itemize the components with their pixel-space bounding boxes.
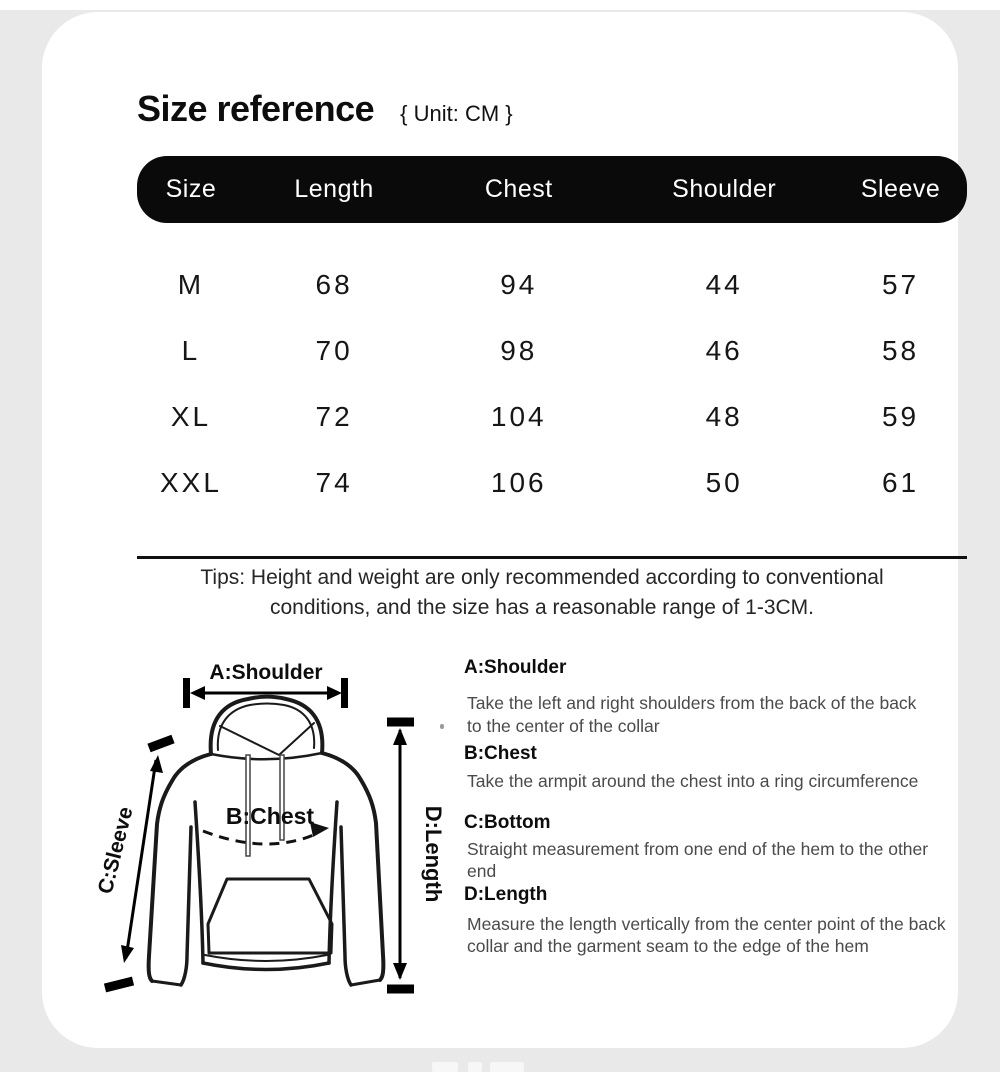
shoulder-value: 50 [705, 467, 743, 498]
shoulder-arrowhead-right-icon [327, 686, 342, 700]
sleeve-arrowhead-top-icon [150, 755, 163, 773]
sleeve-value: 58 [881, 335, 920, 366]
sleeve-end-bar-top [149, 739, 173, 748]
hem-inner-line [205, 955, 327, 961]
length-arrowhead-bottom-icon [393, 963, 407, 980]
column-header-size: Size [165, 175, 217, 203]
title-row [137, 88, 513, 130]
guide-heading-chest: B:Chest [464, 743, 537, 764]
hood-inner-line [218, 704, 314, 751]
sleeve-value: 61 [881, 467, 920, 498]
length-value: 74 [315, 467, 353, 498]
shoulder-end-bar-left [183, 678, 190, 708]
guide-text-length: Measure the length vertically from the center point of the back collar and the garment seam to the edge of the hem [467, 913, 946, 956]
size-label: XL [170, 401, 212, 432]
guide-heading-bottom: C:Bottom [464, 811, 551, 833]
length-value: 70 [315, 335, 353, 366]
page-title: Size reference [137, 88, 375, 129]
length-value: 68 [315, 269, 353, 300]
size-label: XXL [159, 467, 222, 498]
diagram-label-length: D:Length [421, 805, 446, 903]
size-reference-card [42, 12, 958, 1048]
chest-value: 104 [490, 401, 547, 432]
table-row [137, 318, 967, 384]
cutoff-text-fragment [432, 1062, 458, 1072]
diagram-label-sleeve: C:Sleeve [93, 804, 138, 897]
table-row [137, 252, 967, 318]
collar-v-line [220, 723, 314, 755]
table-row [137, 384, 967, 450]
left-sleeve-inner [181, 827, 191, 985]
collar-bottom-line [211, 753, 322, 759]
cutoff-text-fragment [468, 1062, 482, 1072]
chest-value: 106 [490, 467, 547, 498]
sleeve-arrowhead-bottom-icon [121, 945, 134, 963]
guide-text-chest: Take the armpit around the chest into a ring circumference [467, 771, 919, 791]
shoulder-arrowhead-left-icon [190, 686, 205, 700]
guide-text-bottom: Straight measurement from one end of the hem to the other end [467, 838, 929, 881]
sleeve-value: 59 [881, 401, 920, 432]
size-label: L [181, 335, 201, 366]
hem-outer-line [203, 963, 329, 970]
table-header-bar [137, 156, 967, 223]
tips-line-1: Tips: Height and weight are only recommended according to conventional [200, 566, 884, 589]
tips-text [102, 563, 982, 623]
diagram-label-chest: B:Chest [225, 803, 315, 829]
column-header-sleeve: Sleeve [860, 175, 941, 203]
size-label: M [177, 269, 205, 300]
length-value: 72 [315, 401, 353, 432]
top-white-strip [0, 0, 1000, 10]
right-cuff [351, 980, 380, 985]
left-cuff [152, 981, 181, 985]
chest-value: 98 [500, 335, 538, 366]
guide-heading-length: D:Length [464, 883, 548, 905]
shoulder-value: 44 [705, 269, 743, 300]
sleeve-end-bar-bottom [105, 981, 133, 988]
tips-divider-line [137, 556, 967, 559]
unit-note: { Unit: CM } [400, 101, 513, 126]
shoulder-value: 48 [705, 401, 743, 432]
hoodie-measurement-diagram [82, 644, 454, 1004]
left-body-side [195, 802, 203, 963]
sleeve-value: 57 [881, 269, 920, 300]
diagram-label-shoulder: A:Shoulder [209, 661, 323, 684]
shoulder-end-bar-right [341, 678, 348, 708]
kangaroo-pocket [208, 879, 332, 953]
chest-measure-arc [203, 831, 318, 844]
cutoff-text-fragment [490, 1062, 524, 1072]
chest-value: 94 [500, 269, 538, 300]
measure-guide [462, 648, 1000, 958]
shoulder-value: 46 [705, 335, 743, 366]
guide-heading-shoulder: A:Shoulder [464, 657, 567, 678]
column-header-shoulder: Shoulder [672, 175, 777, 203]
guide-text-shoulder: Take the left and right shoulders from the back of the back to the center of the collar [467, 693, 917, 736]
tips-line-2: conditions, and the size has a reasonable range of 1-3CM. [269, 596, 814, 619]
stray-mark-dot [440, 724, 444, 729]
length-arrowhead-top-icon [393, 728, 407, 745]
column-header-chest: Chest [484, 175, 553, 203]
table-row [137, 450, 967, 516]
column-header-length: Length [294, 175, 374, 203]
right-sleeve-inner [341, 827, 351, 985]
hood-outline [211, 697, 323, 754]
size-table-body [137, 252, 967, 516]
